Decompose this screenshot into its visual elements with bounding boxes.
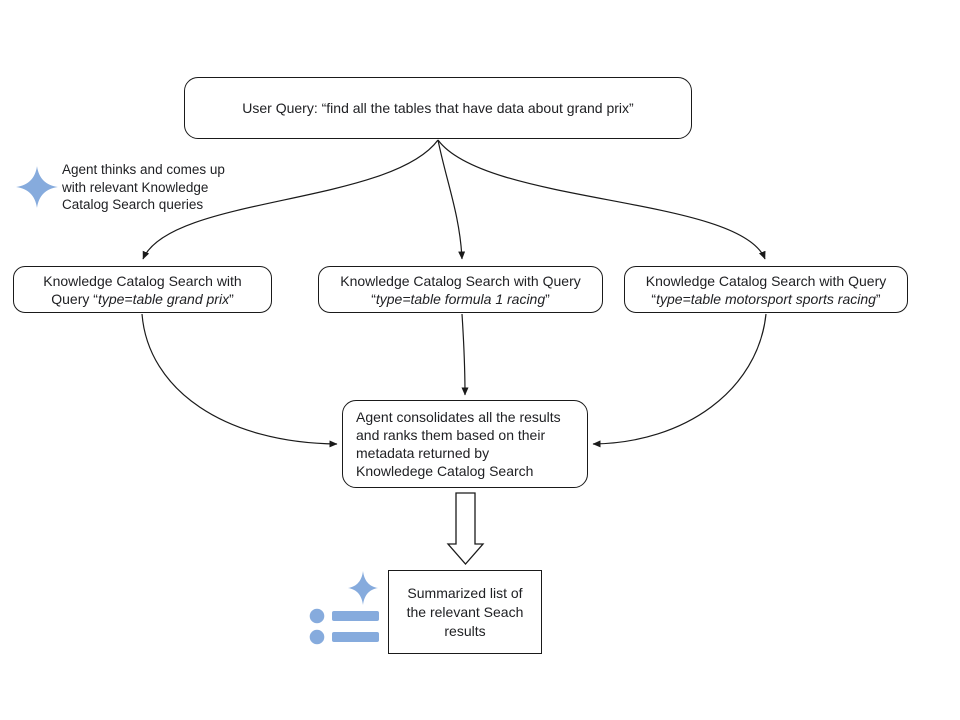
search-box-line1: Knowledge Catalog Search with Query [645, 272, 887, 289]
query-suffix: ” [875, 290, 881, 307]
search-box-line1: Knowledge Catalog Search with Query [340, 272, 581, 289]
arrow-search-left-to-consolidate [142, 314, 337, 444]
summary-box [388, 570, 542, 654]
search-box-line2 [651, 290, 880, 308]
query-suffix: ” [545, 290, 550, 307]
arrow-query-to-search-right [438, 140, 765, 259]
agent-note-line: with relevant Knowledge [62, 179, 209, 195]
summary-sparkle-list-icon [300, 565, 390, 655]
query-text: type=table grand prix [97, 290, 230, 307]
user-query-text: User Query: “find all the tables that have data about grand prix” [242, 100, 634, 116]
search-box-line2 [371, 290, 550, 308]
search-box-line1: Knowledge Catalog Search with [43, 272, 242, 289]
user-query-box [184, 77, 692, 139]
down-block-arrow [448, 493, 483, 564]
sparkle-icon [14, 163, 60, 211]
arrow-search-middle-to-consolidate [462, 314, 465, 395]
agent-note [62, 161, 225, 214]
consolidate-line: metadata returned by [356, 445, 490, 461]
agent-note-line: Agent thinks and comes up [62, 162, 225, 177]
arrow-search-right-to-consolidate [593, 314, 766, 444]
summary-line: Summarized list of [407, 584, 523, 601]
consolidate-line: and ranks them based on their [356, 427, 546, 443]
sparkle-icon [348, 571, 378, 605]
bullet-list-icon [310, 609, 379, 645]
query-text: type=table motorsport sports racing [656, 290, 876, 307]
summary-line: results [444, 622, 486, 639]
query-prefix: Query “ [51, 290, 98, 307]
query-prefix: “ [371, 290, 376, 307]
query-prefix: “ [651, 290, 657, 307]
consolidate-line: Agent consolidates all the results [356, 409, 561, 425]
consolidate-line: Knowledege Catalog Search [356, 463, 534, 479]
search-box-formula-1 [318, 266, 603, 313]
search-box-grand-prix [13, 266, 272, 313]
query-text: type=table formula 1 racing [375, 290, 546, 307]
agent-note-line: Catalog Search queries [62, 197, 204, 212]
search-box-line2 [51, 290, 234, 308]
summary-line: the relevant Seach [406, 603, 524, 620]
consolidate-box [342, 400, 588, 488]
query-suffix: ” [229, 290, 234, 307]
search-box-motorsport [624, 266, 908, 313]
